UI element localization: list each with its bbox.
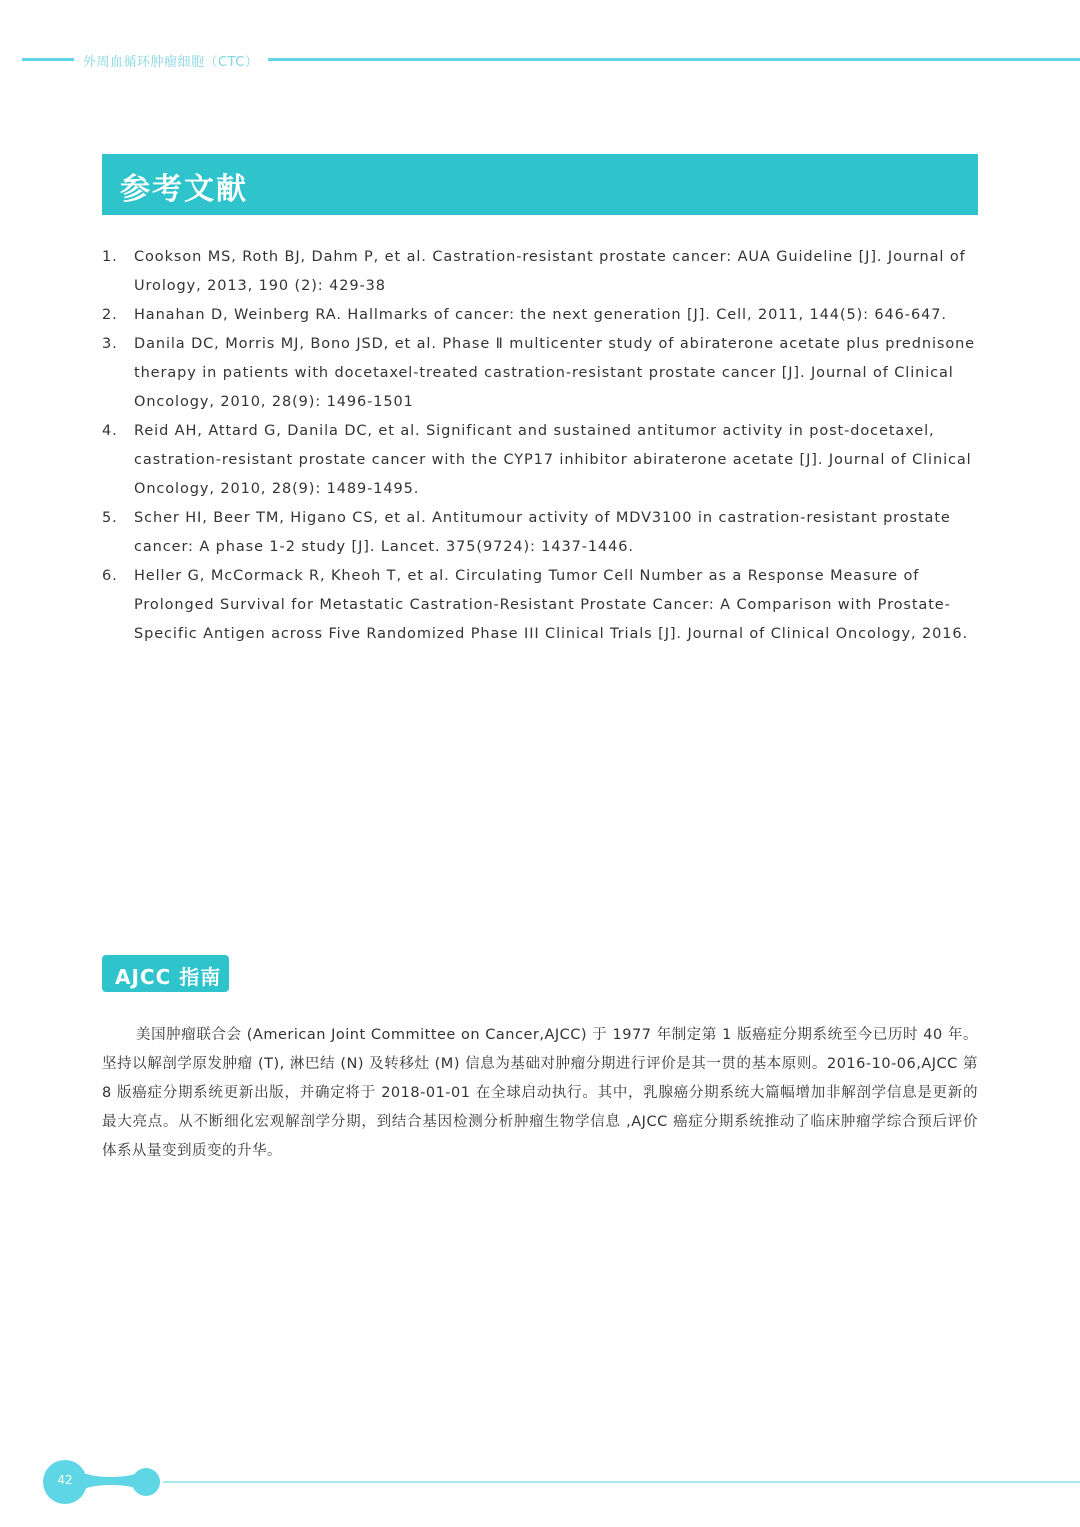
- reference-text: Heller G, McCormack R, Kheoh T, et al. Circulating Tumor Cell Number as a Response Measure of Prolonged Survival for Metastatic Castration-Resistant Prostate Cancer: A Comparison with Prostate-Specific Antigen across Five Randomized Phase III Clinical Trials [J]. Journal of Clinical Oncology, 2016.: [134, 568, 969, 642]
- reference-item: [102, 504, 982, 562]
- page-marker-notch-top: [82, 1463, 140, 1477]
- reference-text: Hanahan D, Weinberg RA. Hallmarks of cancer: the next generation [J]. Cell, 2011, 144(5): 646-647.: [134, 307, 947, 323]
- page-number: 42: [57, 1473, 73, 1487]
- reference-item: [102, 417, 982, 504]
- references-banner: [102, 154, 978, 215]
- page-marker-notch-bottom: [82, 1485, 140, 1499]
- running-title: 外周血循环肿瘤细胞（CTC）: [83, 55, 259, 70]
- reference-number: 1.: [102, 249, 118, 265]
- reference-number: 6.: [102, 568, 118, 584]
- ajcc-heading: AJCC 指南: [115, 965, 222, 989]
- reference-number: 3.: [102, 336, 118, 352]
- ajcc-tag: [102, 955, 229, 992]
- header-rule-left: [22, 58, 74, 61]
- reference-item: [102, 330, 982, 417]
- reference-text: Cookson MS, Roth BJ, Dahm P, et al. Castration-resistant prostate cancer: AUA Guideline [J]. Journal of Urology, 2013, 190 (2): 429-38: [134, 249, 966, 294]
- page-marker-dot: [132, 1468, 160, 1496]
- footer-rule: [163, 1481, 1080, 1483]
- reference-item: [102, 301, 982, 330]
- reference-number: 5.: [102, 510, 118, 526]
- references-heading: 参考文献: [120, 172, 248, 207]
- page-number-badge: [43, 1460, 87, 1504]
- header-rule-right: [268, 58, 1080, 61]
- reference-text: Danila DC, Morris MJ, Bono JSD, et al. Phase Ⅱ multicenter study of abiraterone acetate plus prednisone therapy in patients with docetaxel-treated castration-resistant prostate cancer [J]. Journal of Clinical Oncology, 2010, 28(9): 1496-1501: [134, 336, 976, 410]
- reference-list: [102, 243, 982, 649]
- reference-number: 2.: [102, 307, 118, 323]
- reference-text: Scher HI, Beer TM, Higano CS, et al. Antitumour activity of MDV3100 in castration-resistant prostate cancer: A phase 1-2 study [J]. Lancet. 375(9724): 1437-1446.: [134, 510, 951, 555]
- reference-item: [102, 243, 982, 301]
- reference-number: 4.: [102, 423, 118, 439]
- ajcc-paragraph: 美国肿瘤联合会 (American Joint Committee on Cancer,AJCC) 于 1977 年制定第 1 版癌症分期系统至今已历时 40 年。坚持以解剖学原发肿瘤 (T), 淋巴结 (N) 及转移灶 (M) 信息为基础对肿瘤分期进行评价是其一贯的基本原则。2016-10-06,AJCC 第 8 版癌症分期系统更新出版，并确定将于 2018-01-01 在全球启动执行。其中，乳腺癌分期系统大篇幅增加非解剖学信息是更新的最大亮点。从不断细化宏观解剖学分期，到结合基因检测分析肿瘤生物学信息 ,AJCC 癌症分期系统推动了临床肿瘤学综合预后评价体系从量变到质变的升华。: [102, 1027, 978, 1159]
- reference-item: [102, 562, 982, 649]
- reference-text: Reid AH, Attard G, Danila DC, et al. Significant and sustained antitumor activity in post-docetaxel, castration-resistant prostate cancer with the CYP17 inhibitor abiraterone acetate [J]. Journal of Clinical Oncology, 2010, 28(9): 1489-1495.: [134, 423, 972, 497]
